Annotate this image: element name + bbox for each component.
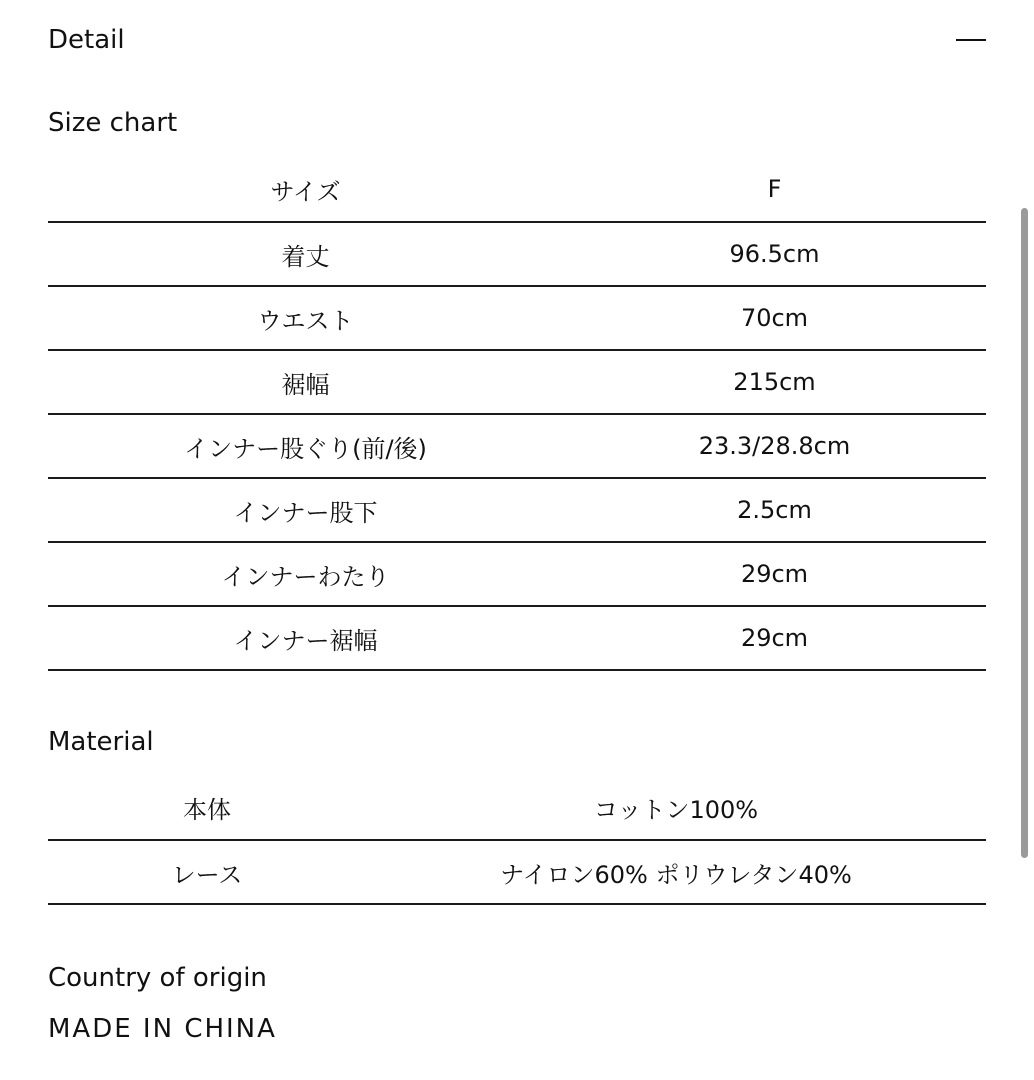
detail-accordion-header[interactable] xyxy=(48,18,986,62)
size-value: 29cm xyxy=(563,542,986,606)
minus-icon[interactable] xyxy=(956,25,986,55)
country-of-origin-title: Country of origin xyxy=(48,963,267,993)
vertical-scrollbar[interactable] xyxy=(1021,208,1028,858)
size-value: 2.5cm xyxy=(563,478,986,542)
size-value: 96.5cm xyxy=(563,222,986,286)
country-of-origin-value: MADE IN CHINA xyxy=(48,1014,277,1044)
table-row xyxy=(48,542,986,606)
table-row xyxy=(48,606,986,670)
size-label: インナーわたり xyxy=(48,542,563,606)
material-title: Material xyxy=(48,727,154,757)
table-header-row xyxy=(48,157,986,222)
material-composition: コットン100% xyxy=(366,775,986,840)
table-row xyxy=(48,350,986,414)
size-label: 着丈 xyxy=(48,222,563,286)
size-value: 23.3/28.8cm xyxy=(563,414,986,478)
size-label: インナー股下 xyxy=(48,478,563,542)
material-part: 本体 xyxy=(48,775,366,840)
material-table xyxy=(48,775,986,905)
table-row xyxy=(48,222,986,286)
table-row xyxy=(48,775,986,840)
table-header-cell: サイズ xyxy=(48,157,563,222)
table-row xyxy=(48,286,986,350)
detail-title: Detail xyxy=(48,25,125,55)
size-label: ウエスト xyxy=(48,286,563,350)
table-row xyxy=(48,478,986,542)
size-label: インナー股ぐり(前/後) xyxy=(48,414,563,478)
size-chart-table xyxy=(48,157,986,671)
material-part: レース xyxy=(48,840,366,904)
size-value: 215cm xyxy=(563,350,986,414)
table-row xyxy=(48,414,986,478)
table-header-cell: F xyxy=(563,157,986,222)
table-row xyxy=(48,840,986,904)
size-value: 29cm xyxy=(563,606,986,670)
size-label: インナー裾幅 xyxy=(48,606,563,670)
size-label: 裾幅 xyxy=(48,350,563,414)
material-composition: ナイロン60% ポリウレタン40% xyxy=(366,840,986,904)
size-value: 70cm xyxy=(563,286,986,350)
size-chart-title: Size chart xyxy=(48,108,178,138)
